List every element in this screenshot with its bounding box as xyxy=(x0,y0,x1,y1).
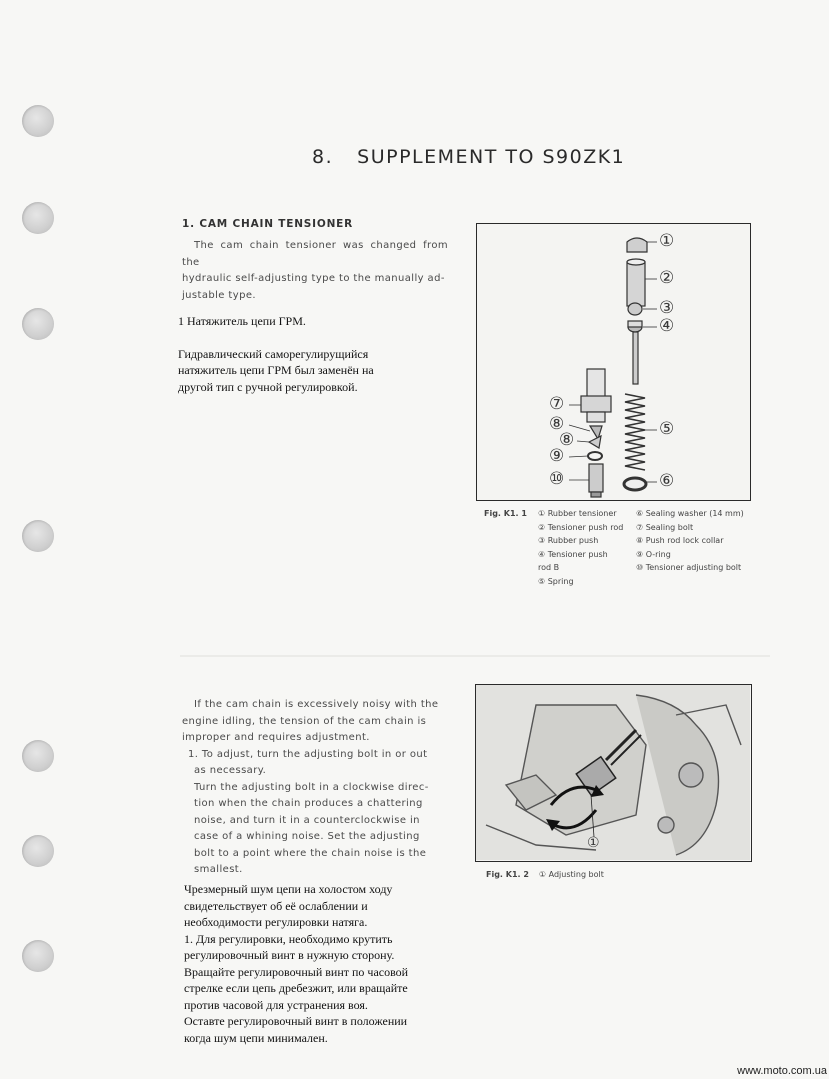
callout-2: ② xyxy=(659,268,675,288)
text-line: Turn the adjusting bolt in a clockwise direc- xyxy=(194,781,429,793)
translation-line: 1. Для регулировки, необходимо крутить xyxy=(184,931,393,946)
figure-k1-1-legend-right xyxy=(636,507,744,575)
text-line: hydraulic self-adjusting type to the manually ad- xyxy=(182,273,445,284)
translation-line: против часовой для устранения воя. xyxy=(184,997,368,1012)
legend-item: rod B xyxy=(538,563,560,572)
figure-k1-1-legend-left xyxy=(538,507,623,588)
callout-5: ⑤ xyxy=(659,419,675,439)
legend-item: ⑨ O-ring xyxy=(636,549,671,559)
section2-translation xyxy=(184,881,454,1046)
translation-line: необходимости регулировки натяга. xyxy=(184,915,368,929)
legend-item: ③ Rubber push xyxy=(538,536,599,545)
text-line: noise, and turn it in a counterclockwise in xyxy=(194,814,420,826)
text-line: smallest. xyxy=(194,864,243,875)
bleed-through xyxy=(180,655,770,657)
translation-line: свидетельствует об её ослаблении и xyxy=(184,898,368,913)
callout-10: ⑩ xyxy=(549,469,565,489)
text-line: tion when the chain produces a chattering xyxy=(194,798,423,809)
binder-hole-6 xyxy=(22,835,54,867)
translation-line: Гидравлический саморегулирущийся xyxy=(178,346,369,361)
legend-item: ⑦ Sealing bolt xyxy=(636,522,694,532)
text-line: justable type. xyxy=(182,289,256,301)
legend-item: ⑩ Tensioner adjusting bolt xyxy=(636,563,742,572)
section2-text xyxy=(182,697,448,879)
section1-text xyxy=(182,238,448,304)
text-line: as necessary. xyxy=(194,765,267,776)
text-line: The cam chain tensioner was changed from the xyxy=(182,240,448,268)
legend-item: ② Tensioner push rod xyxy=(538,522,624,532)
legend-item: ⑤ Spring xyxy=(538,576,574,586)
callout-8b: ⑧ xyxy=(559,430,575,450)
text-line: 1. To adjust, turn the adjusting bolt in or out xyxy=(188,748,428,760)
callout-1: ① xyxy=(659,231,675,251)
figure-k1-1 xyxy=(476,223,751,501)
binder-hole-5 xyxy=(22,740,54,772)
callout-3: ③ xyxy=(659,298,675,318)
callout-7: ⑦ xyxy=(549,394,565,414)
callout-4: ④ xyxy=(659,316,675,336)
translation-line: стрелке если цепь дребезжит, или вращайте xyxy=(184,981,408,995)
legend-item: ⑥ Sealing washer (14 mm) xyxy=(636,509,744,518)
callout-6: ⑥ xyxy=(659,471,675,491)
figure-k1-2-legend: ① Adjusting bolt xyxy=(538,870,604,879)
tensioner-exploded-diagram xyxy=(477,224,749,499)
translation-line: Оставте регулировочный винт в положении xyxy=(184,1014,408,1028)
figure-k1-1-caption: Fig. K1. 1 xyxy=(484,509,527,518)
callout-9: ⑨ xyxy=(549,446,565,466)
translation-line: натяжитель цепи ГРМ был заменён на xyxy=(178,363,374,377)
binder-hole-1 xyxy=(22,105,54,137)
legend-item: ⑧ Push rod lock collar xyxy=(636,536,724,545)
translation-line: Вращайте регулировочный винт по часовой xyxy=(184,964,409,979)
text-line: improper and requires adjustment. xyxy=(182,732,370,743)
text-line: case of a whining noise. Set the adjusting xyxy=(194,831,420,842)
page-title-text: SUPPLEMENT TO S90ZK1 xyxy=(357,146,626,168)
legend-item: ④ Tensioner push xyxy=(538,549,608,559)
translation-line: другой тип с ручной регулировкой. xyxy=(178,379,358,394)
callout-8a: ⑧ xyxy=(549,414,565,434)
page-title-number: 8. xyxy=(312,146,334,168)
text-line: engine idling, the tension of the cam chain is xyxy=(182,715,427,727)
translation-line: регулировочный винт в нужную сторону. xyxy=(184,948,395,962)
translation-line: Чрезмерный шум цепи на холостом ходу xyxy=(184,882,393,896)
binder-hole-3 xyxy=(22,308,54,340)
figure-k1-2-caption xyxy=(486,868,604,882)
adjusting-bolt-photo xyxy=(476,685,750,860)
text-line: bolt to a point where the chain noise is the xyxy=(194,847,427,859)
binder-hole-4 xyxy=(22,520,54,552)
text-line: If the cam chain is excessively noisy with the xyxy=(194,699,439,710)
page-title xyxy=(312,146,652,168)
figure-k1-2 xyxy=(475,684,752,862)
binder-hole-2 xyxy=(22,202,54,234)
binder-hole-7 xyxy=(22,940,54,972)
website-footer: www.moto.com.ua xyxy=(737,1065,827,1077)
translation-heading: 1 Натяжитель цепи ГРМ. xyxy=(178,314,306,328)
legend-item: ① Rubber tensioner xyxy=(538,509,617,518)
section1-translation xyxy=(178,313,448,395)
figure-k1-2-caption-label: Fig. K1. 2 xyxy=(486,870,529,879)
translation-line: когда шум цепи минимален. xyxy=(184,1030,328,1045)
section-heading: 1. CAM CHAIN TENSIONER xyxy=(182,218,354,230)
callout-adjusting-bolt: ① xyxy=(587,835,600,851)
